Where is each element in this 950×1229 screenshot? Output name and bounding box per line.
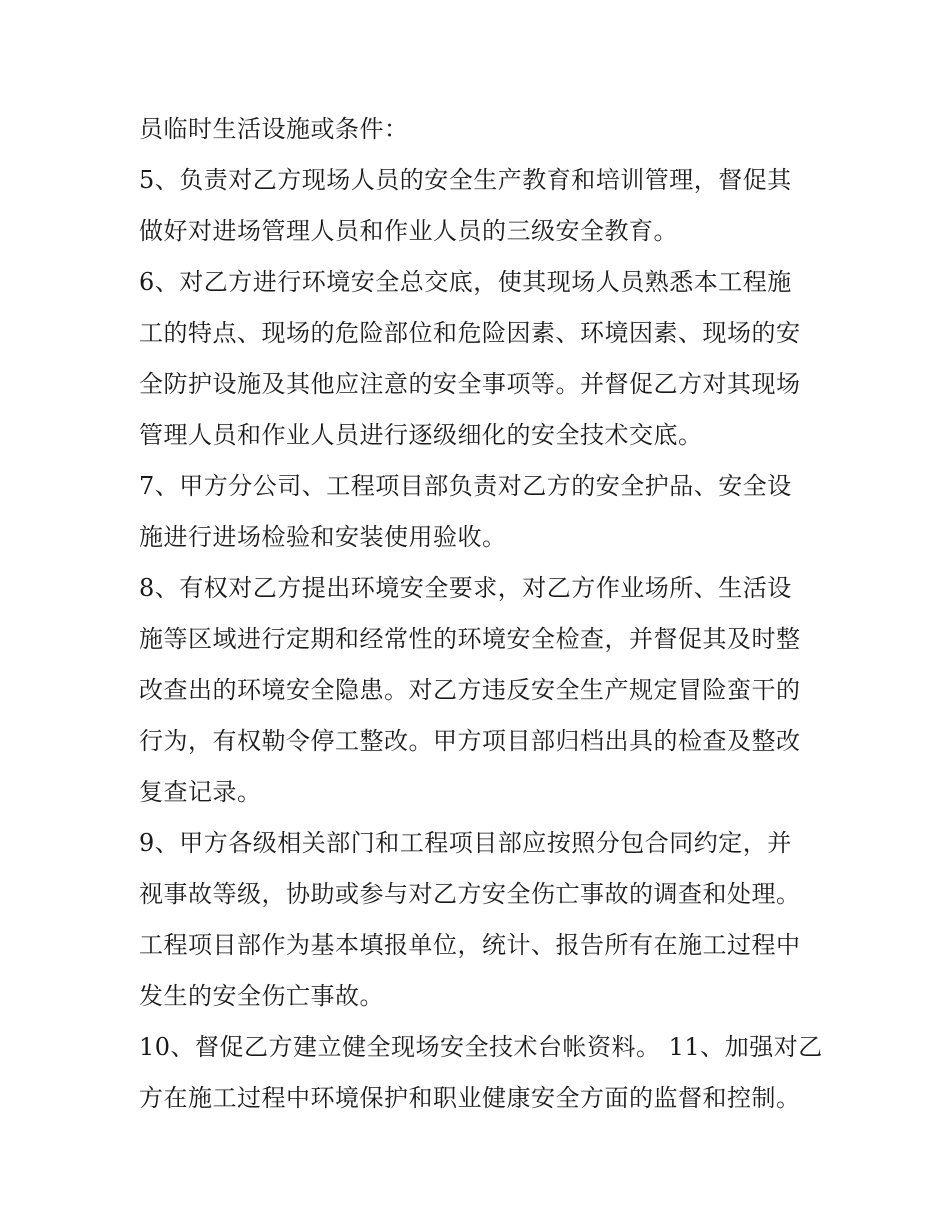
text-line: 施进行进场检验和安装使用验收。 (139, 523, 507, 551)
document-body (139, 104, 823, 1124)
text-line: 5、负责对乙方现场人员的安全生产教育和培训管理，督促其 (139, 166, 792, 194)
text-line: 工的特点、现场的危险部位和危险因素、环境因素、现场的安 (139, 319, 801, 347)
text-line: 复查记录。 (139, 778, 262, 806)
text-line: 改查出的环境安全隐患。对乙方违反安全生产规定冒险蛮干的 (139, 676, 801, 704)
text-line: 做好对进场管理人员和作业人员的三级安全教育。 (139, 217, 678, 245)
text-line: 施等区域进行定期和经常性的环境安全检查，并督促其及时整 (139, 625, 801, 653)
text-line: 方在施工过程中环境保护和职业健康安全方面的监督和控制。 (139, 1084, 801, 1112)
text-line: 工程项目部作为基本填报单位，统计、报告所有在施工过程中 (139, 931, 801, 959)
text-line: 行为，有权勒令停工整改。甲方项目部归档出具的检查及整改 (139, 727, 801, 755)
text-line: 8、有权对乙方提出环境安全要求，对乙方作业场所、生活设 (139, 574, 792, 602)
text-line: 管理人员和作业人员进行逐级细化的安全技术交底。 (139, 421, 703, 449)
text-line: 视事故等级，协助或参与对乙方安全伤亡事故的调查和处理。 (139, 880, 801, 908)
text-line: 员临时生活设施或条件： (139, 115, 409, 143)
text-line: 10、督促乙方建立健全现场安全技术台帐资料。 11、加强对乙 (139, 1033, 823, 1061)
text-line: 发生的安全伤亡事故。 (139, 982, 384, 1010)
text-line: 6、对乙方进行环境安全总交底，使其现场人员熟悉本工程施 (139, 268, 792, 296)
text-line: 9、甲方各级相关部门和工程项目部应按照分包合同约定，并 (139, 829, 792, 857)
text-line: 7、甲方分公司、工程项目部负责对乙方的安全护品、安全设 (139, 472, 792, 500)
text-line: 全防护设施及其他应注意的安全事项等。并督促乙方对其现场 (139, 370, 801, 398)
